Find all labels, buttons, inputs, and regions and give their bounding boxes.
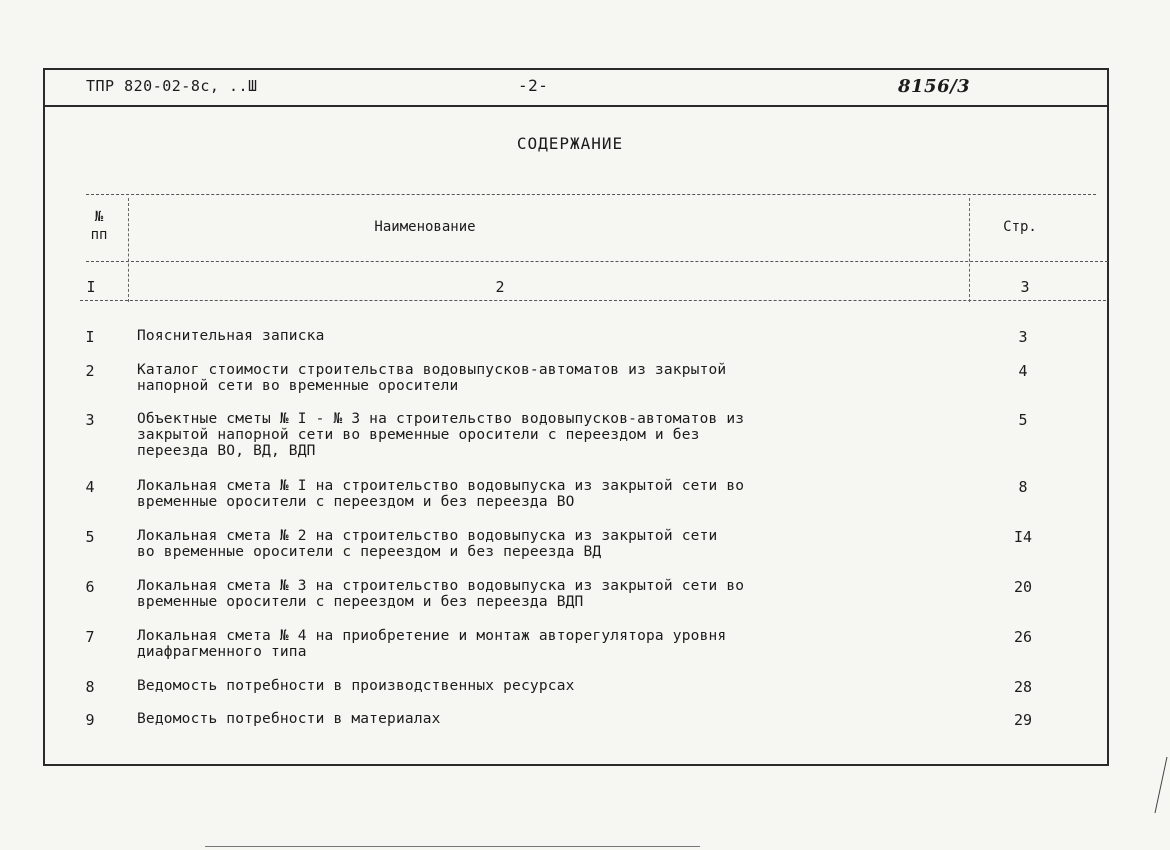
row-number: 5: [85, 528, 95, 546]
row-title: Объектные сметы № I - № 3 на строительство водовыпусков-автоматов из закрытой напорной сети во временные оросители с переездом и без переезда ВО, ВД, ВДП: [137, 411, 745, 459]
row-page: 26: [1013, 628, 1033, 646]
row-page: 29: [1013, 711, 1033, 729]
row-title: Локальная смета № 4 на приобретение и монтаж авторегулятора уровня диафрагменного типа: [137, 628, 727, 660]
table-header-rule: [86, 261, 1108, 262]
column-index-3: 3: [1020, 278, 1030, 296]
table-column-divider: [128, 198, 129, 302]
row-title: Ведомость потребности в производственных ресурсах: [137, 678, 575, 694]
row-title: Ведомость потребности в материалах: [137, 711, 441, 727]
row-title: Каталог стоимости строительства водовыпусков-автоматов из закрытой напорной сети во временные оросители: [137, 362, 727, 394]
row-number: 9: [85, 711, 95, 729]
row-number: 6: [85, 578, 95, 596]
row-title: Локальная смета № I на строительство водовыпуска из закрытой сети во временные оросители с переездом и без переезда ВО: [137, 478, 745, 510]
column-index-2: 2: [495, 278, 505, 296]
column-index-1: I: [86, 278, 96, 296]
scan-edge-mark: [1153, 755, 1169, 815]
document-code: ТПР 820-02-8с, ..Ш: [86, 77, 258, 95]
page-number: -2-: [518, 76, 549, 95]
table-column-divider: [969, 198, 970, 302]
row-page: 20: [1013, 578, 1033, 596]
column-header-number: [84, 208, 114, 244]
row-page: 8: [1018, 478, 1028, 496]
column-header-number-sign: №: [94, 209, 104, 225]
table-index-rule: [80, 300, 1106, 301]
row-title: Локальная смета № 2 на строительство водовыпуска из закрытой сети во временные оросители с переездом и без переезда ВД: [137, 528, 718, 560]
header-divider: [43, 105, 1109, 107]
row-page: 4: [1018, 362, 1028, 380]
page-title: СОДЕРЖАНИЕ: [516, 134, 624, 153]
column-header-page: Стр.: [1003, 219, 1037, 235]
column-header-name: Наименование: [374, 219, 476, 235]
row-number: 3: [85, 411, 95, 429]
row-number: 4: [85, 478, 95, 496]
column-header-number-abbr: пп: [90, 227, 108, 243]
row-number: 2: [85, 362, 95, 380]
row-number: 8: [85, 678, 95, 696]
row-page: I4: [1013, 528, 1033, 546]
page-edge-line: [205, 846, 700, 847]
inventory-number: 8156/3: [898, 76, 971, 97]
row-page: 5: [1018, 411, 1028, 429]
row-page: 28: [1013, 678, 1033, 696]
row-title: Локальная смета № 3 на строительство водовыпуска из закрытой сети во временные оросители с переездом и без переезда ВДП: [137, 578, 745, 610]
row-page: 3: [1018, 328, 1028, 346]
row-number: I: [85, 328, 95, 346]
row-title: Пояснительная записка: [137, 328, 325, 344]
row-number: 7: [85, 628, 95, 646]
table-top-rule: [86, 194, 1096, 195]
